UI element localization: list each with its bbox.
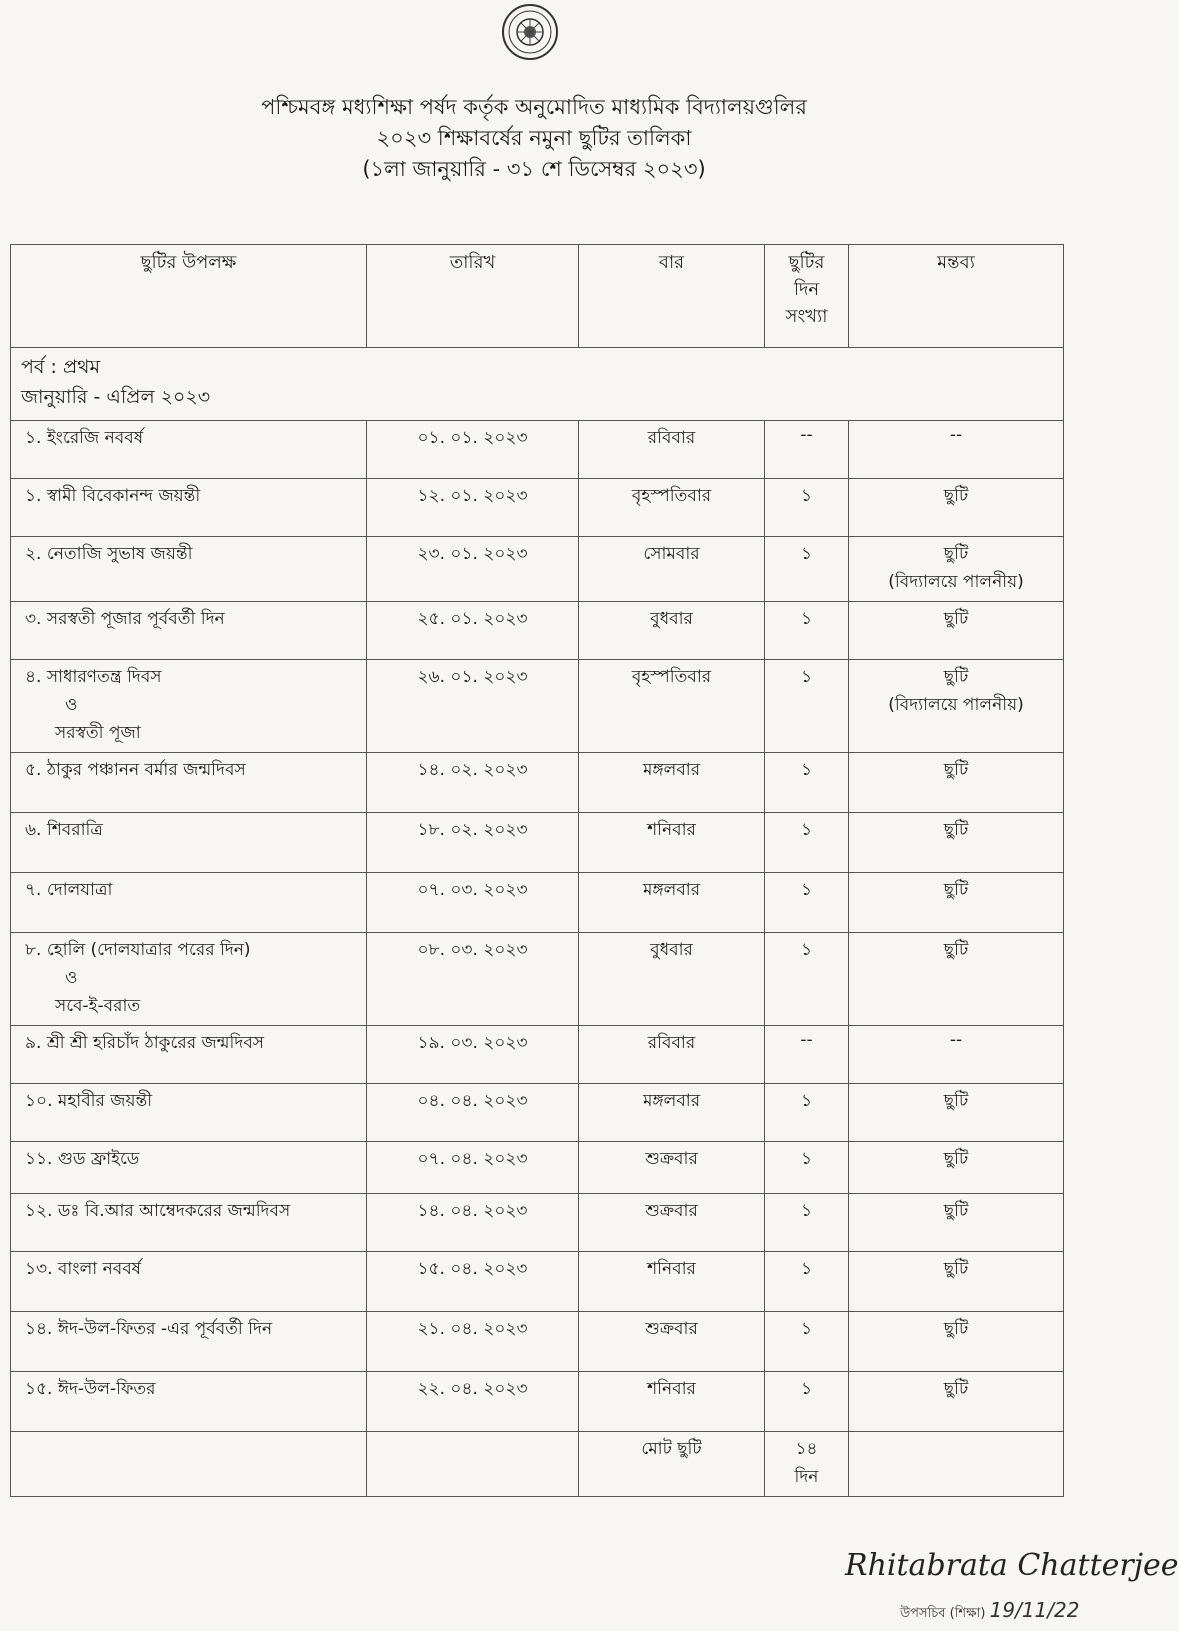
total-value xyxy=(765,1432,849,1497)
total-label: মোট ছুটি xyxy=(579,1432,765,1497)
occasion-text-second: সরস্বতী পূজা xyxy=(55,723,141,743)
occasion-cell xyxy=(11,1026,367,1084)
remark-text: ছুটি xyxy=(943,1149,969,1169)
signature-designation: উপসচিব (শিক্ষা) xyxy=(900,1606,986,1621)
date-cell: ১৪. ০৪. ২০২৩ xyxy=(367,1194,579,1252)
remark-cell xyxy=(849,813,1064,873)
remark-cell xyxy=(849,1026,1064,1084)
remark-cell xyxy=(849,660,1064,753)
date-cell: ২৫. ০১. ২০২৩ xyxy=(367,602,579,660)
remark-cell xyxy=(849,1312,1064,1372)
total-empty-cell xyxy=(367,1432,579,1497)
heading-line-2: ২০২৩ শিক্ষাবর্ষের নমুনা ছুটির তালিকা xyxy=(376,126,692,150)
day-cell: মঙ্গলবার xyxy=(579,873,765,933)
col-header-count xyxy=(765,245,849,348)
holiday-table xyxy=(10,244,1064,1497)
section-phase: পর্ব : প্রথম xyxy=(21,356,100,378)
count-cell: -- xyxy=(765,1026,849,1084)
table-row xyxy=(11,602,1064,660)
table-row xyxy=(11,1142,1064,1194)
occasion-text: ১৪. ঈদ-উল-ফিতর -এর পূর্ববর্তী দিন xyxy=(25,1319,273,1339)
remark-text: ছুটি xyxy=(943,667,969,687)
occasion-cell xyxy=(11,479,367,537)
remark-text: -- xyxy=(949,1030,963,1050)
day-cell: শুক্রবার xyxy=(579,1194,765,1252)
occasion-cell xyxy=(11,1252,367,1312)
occasion-text: ১. ইংরেজি নববর্ষ xyxy=(25,428,144,448)
count-cell: ১ xyxy=(765,933,849,1026)
count-cell: ১ xyxy=(765,602,849,660)
occasion-cell xyxy=(11,421,367,479)
heading-line-3: (১লা জানুয়ারি - ৩১ শে ডিসেম্বর ২০২৩) xyxy=(362,157,706,181)
remark-text: ছুটি xyxy=(943,820,969,840)
remark-note: (বিদ্যালয়ে পালনীয়) xyxy=(888,572,1024,592)
date-cell: ০৭. ০৪. ২০২৩ xyxy=(367,1142,579,1194)
section-row xyxy=(11,348,1064,421)
col-header-occasion: ছুটির উপলক্ষ xyxy=(11,245,367,348)
occasion-connector: ও xyxy=(65,695,78,715)
occasion-text: ৪. সাধারণতন্ত্র দিবস xyxy=(25,667,162,687)
remark-text: ছুটি xyxy=(943,1379,969,1399)
date-cell: ০১. ০১. ২০২৩ xyxy=(367,421,579,479)
occasion-text: ১৩. বাংলা নববর্ষ xyxy=(25,1259,142,1279)
date-cell: ১৮. ০২. ২০২৩ xyxy=(367,813,579,873)
col-header-count-line-2: দিন xyxy=(793,279,820,300)
table-row xyxy=(11,933,1064,1026)
occasion-cell xyxy=(11,1142,367,1194)
remark-note: (বিদ্যালয়ে পালনীয়) xyxy=(888,695,1024,715)
date-cell: ২২. ০৪. ২০২৩ xyxy=(367,1372,579,1432)
occasion-cell xyxy=(11,660,367,753)
remark-cell xyxy=(849,933,1064,1026)
remark-cell xyxy=(849,479,1064,537)
day-cell: রবিবার xyxy=(579,421,765,479)
occasion-cell xyxy=(11,537,367,602)
board-seal-icon xyxy=(500,2,560,62)
col-header-remarks: মন্তব্য xyxy=(849,245,1064,348)
occasion-connector: ও xyxy=(65,968,78,988)
occasion-text: ৮. হোলি (দোলযাত্রার পরের দিন) xyxy=(25,940,251,960)
remark-text: ছুটি xyxy=(943,880,969,900)
table-header-row xyxy=(11,245,1064,348)
remark-text: ছুটি xyxy=(943,1259,969,1279)
col-header-count-line-3: সংখ্যা xyxy=(785,306,828,327)
remark-text: ছুটি xyxy=(943,544,969,564)
occasion-text: ১. স্বামী বিবেকানন্দ জয়ন্তী xyxy=(25,486,201,506)
remark-text: ছুটি xyxy=(943,609,969,629)
occasion-cell xyxy=(11,602,367,660)
occasion-cell xyxy=(11,1372,367,1432)
count-cell: ১ xyxy=(765,813,849,873)
remark-text: ছুটি xyxy=(943,760,969,780)
remark-cell xyxy=(849,873,1064,933)
date-cell: ২৩. ০১. ২০২৩ xyxy=(367,537,579,602)
occasion-text-second: সবে-ই-বরাত xyxy=(55,996,141,1016)
signature-date: 19/11/22 xyxy=(989,1598,1080,1622)
total-row xyxy=(11,1432,1064,1497)
table-row xyxy=(11,753,1064,813)
occasion-text: ২. নেতাজি সুভাষ জয়ন্তী xyxy=(25,544,193,564)
remark-cell xyxy=(849,753,1064,813)
occasion-text: ৩. সরস্বতী পূজার পূর্ববর্তী দিন xyxy=(25,609,225,629)
total-empty-cell xyxy=(849,1432,1064,1497)
remark-cell xyxy=(849,602,1064,660)
table-row xyxy=(11,479,1064,537)
day-cell: বৃহস্পতিবার xyxy=(579,660,765,753)
occasion-text: ৫. ঠাকুর পঞ্চানন বর্মার জন্মদিবস xyxy=(25,760,246,780)
count-cell: ১ xyxy=(765,479,849,537)
table-row xyxy=(11,873,1064,933)
remark-text: ছুটি xyxy=(943,940,969,960)
count-cell: ১ xyxy=(765,1142,849,1194)
table-row xyxy=(11,1312,1064,1372)
count-cell: ১ xyxy=(765,1372,849,1432)
occasion-text: ১৫. ঈদ-উল-ফিতর xyxy=(25,1379,156,1399)
day-cell: শনিবার xyxy=(579,1252,765,1312)
day-cell: বুধবার xyxy=(579,933,765,1026)
col-header-date: তারিখ xyxy=(367,245,579,348)
occasion-text: ৯. শ্রী শ্রী হরিচাঁদ ঠাকুরের জন্মদিবস xyxy=(25,1033,265,1053)
total-empty-cell xyxy=(11,1432,367,1497)
date-cell: ২৬. ০১. ২০২৩ xyxy=(367,660,579,753)
occasion-cell xyxy=(11,1194,367,1252)
count-cell: ১ xyxy=(765,660,849,753)
date-cell: ০৪. ০৪. ২০২৩ xyxy=(367,1084,579,1142)
remark-cell xyxy=(849,1142,1064,1194)
occasion-cell xyxy=(11,873,367,933)
remark-text: -- xyxy=(949,425,963,445)
occasion-text: ৭. দোলযাত্রা xyxy=(25,880,113,900)
remark-cell xyxy=(849,1084,1064,1142)
occasion-cell xyxy=(11,813,367,873)
day-cell: শনিবার xyxy=(579,1372,765,1432)
count-cell: ১ xyxy=(765,753,849,813)
date-cell: ১৪. ০২. ২০২৩ xyxy=(367,753,579,813)
total-value-unit: দিন xyxy=(794,1467,819,1487)
date-cell: ১৯. ০৩. ২০২৩ xyxy=(367,1026,579,1084)
date-cell: ১২. ০১. ২০২৩ xyxy=(367,479,579,537)
section-cell xyxy=(11,348,1064,421)
col-header-count-line-1: ছুটির xyxy=(788,252,825,273)
remark-text: ছুটি xyxy=(943,486,969,506)
day-cell: শুক্রবার xyxy=(579,1142,765,1194)
day-cell: বুধবার xyxy=(579,602,765,660)
count-cell: ১ xyxy=(765,1084,849,1142)
date-cell: ০৭. ০৩. ২০২৩ xyxy=(367,873,579,933)
table-row xyxy=(11,421,1064,479)
total-value-number: ১৪ xyxy=(795,1439,818,1459)
count-cell: ১ xyxy=(765,1252,849,1312)
heading-line-1: পশ্চিমবঙ্গ মধ্যশিক্ষা পর্ষদ কর্তৃক অনুমোদিত মাধ্যমিক বিদ্যালয়গুলির xyxy=(261,95,807,119)
occasion-text: ১০. মহাবীর জয়ন্তী xyxy=(25,1091,153,1111)
section-period: জানুয়ারি - এপ্রিল ২০২৩ xyxy=(21,386,211,408)
occasion-text: ৬. শিবরাত্রি xyxy=(25,820,103,840)
table-row xyxy=(11,537,1064,602)
day-cell: রবিবার xyxy=(579,1026,765,1084)
count-cell: ১ xyxy=(765,873,849,933)
remark-cell xyxy=(849,1372,1064,1432)
occasion-text: ১২. ডঃ বি.আর আম্বেদকরের জন্মদিবস xyxy=(25,1201,291,1221)
remark-text: ছুটি xyxy=(943,1319,969,1339)
document-heading xyxy=(0,92,1068,185)
table-row xyxy=(11,1372,1064,1432)
count-cell: ১ xyxy=(765,1312,849,1372)
remark-cell xyxy=(849,537,1064,602)
col-header-day: বার xyxy=(579,245,765,348)
table-row xyxy=(11,813,1064,873)
table-row xyxy=(11,1194,1064,1252)
remark-cell xyxy=(849,421,1064,479)
date-cell: ০৮. ০৩. ২০২৩ xyxy=(367,933,579,1026)
remark-text: ছুটি xyxy=(943,1091,969,1111)
count-cell: ১ xyxy=(765,537,849,602)
signature-designation-line xyxy=(900,1598,1079,1625)
remark-cell xyxy=(849,1194,1064,1252)
occasion-cell xyxy=(11,933,367,1026)
day-cell: মঙ্গলবার xyxy=(579,1084,765,1142)
day-cell: শনিবার xyxy=(579,813,765,873)
remark-cell xyxy=(849,1252,1064,1312)
occasion-cell xyxy=(11,1084,367,1142)
day-cell: শুক্রবার xyxy=(579,1312,765,1372)
table-row xyxy=(11,1252,1064,1312)
date-cell: ২১. ০৪. ২০২৩ xyxy=(367,1312,579,1372)
count-cell: ১ xyxy=(765,1194,849,1252)
occasion-cell xyxy=(11,1312,367,1372)
date-cell: ১৫. ০৪. ২০২৩ xyxy=(367,1252,579,1312)
table-row xyxy=(11,1026,1064,1084)
day-cell: মঙ্গলবার xyxy=(579,753,765,813)
count-cell: -- xyxy=(765,421,849,479)
remark-text: ছুটি xyxy=(943,1201,969,1221)
signature: Rhitabrata Chatterjee xyxy=(845,1548,1179,1583)
day-cell: বৃহস্পতিবার xyxy=(579,479,765,537)
table-row xyxy=(11,660,1064,753)
occasion-text: ১১. গুড ফ্রাইডে xyxy=(25,1149,140,1169)
occasion-cell xyxy=(11,753,367,813)
table-row xyxy=(11,1084,1064,1142)
day-cell: সোমবার xyxy=(579,537,765,602)
